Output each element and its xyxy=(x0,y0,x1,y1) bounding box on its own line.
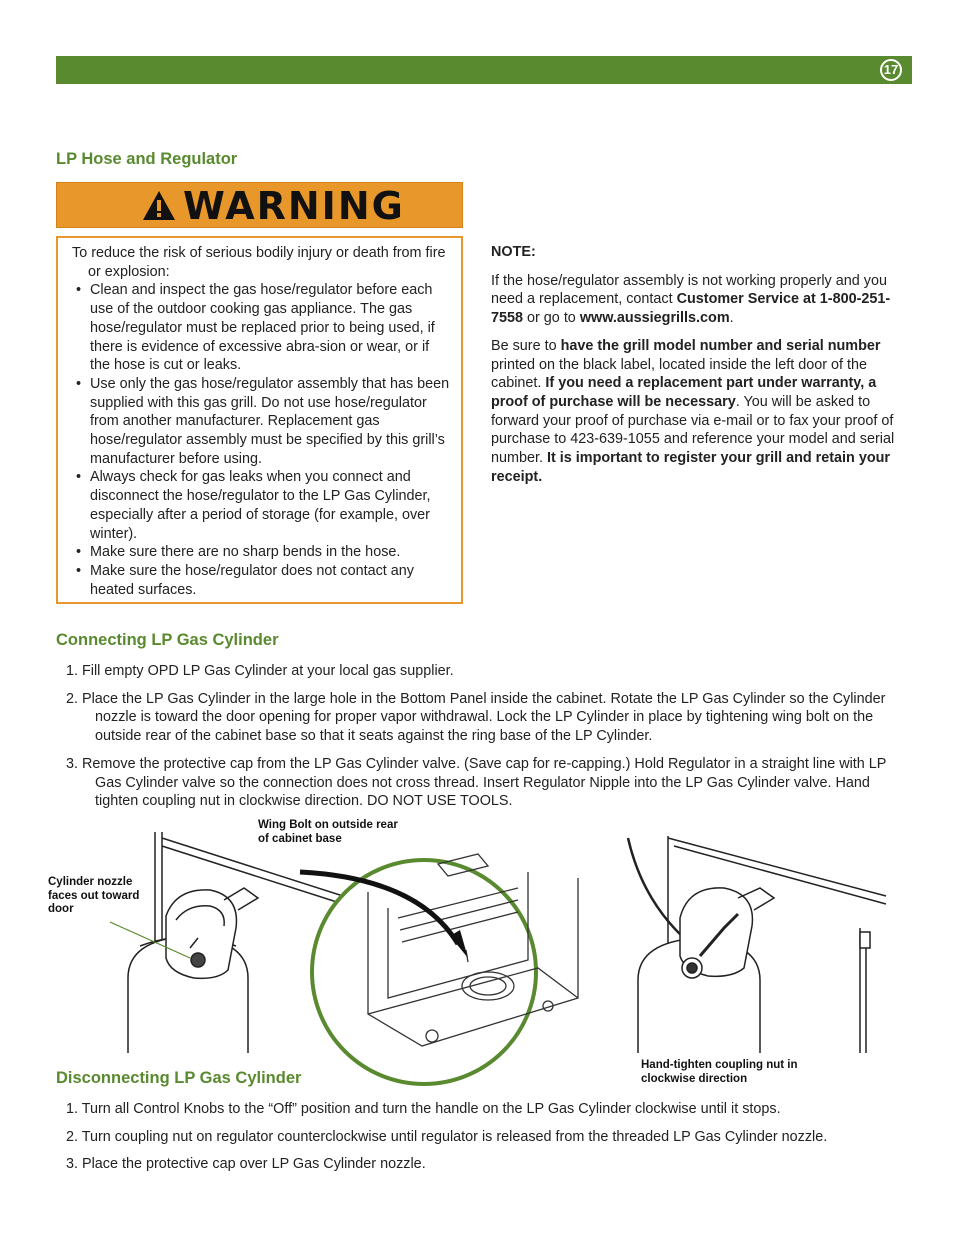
caption-nozzle: Cylinder nozzle faces out toward door xyxy=(48,876,140,915)
warning-bullet: • Make sure the hose/regulator does not contact any heated surfaces. xyxy=(72,562,451,599)
note-title: NOTE: xyxy=(491,244,536,260)
warning-box xyxy=(56,236,463,604)
warning-triangle-icon xyxy=(141,189,177,222)
step-item: 2. Place the LP Gas Cylinder in the large hole in the Bottom Panel inside the cabinet. Rotate the LP Gas Cylinder so the Cylinder nozzle is toward the door opening for proper vapor withdrawal. Lock the LP Cylinder in place by tightening wing bolt on the outside rear of the cabinet base so that it seats against the ring base of the LP Cylinder. xyxy=(66,690,886,745)
step-item: 3. Remove the protective cap from the LP Gas Cylinder valve. (Save cap for re-capping.) Hold Regulator in a straight line with LP Gas Cylinder valve so the connection does not cross thread. Insert Regulator Nipple into the LP Gas Cylinder valve. Hand tighten coupling nut in clockwise direction. DO NOT USE TOOLS. xyxy=(66,755,887,810)
warning-list xyxy=(70,281,451,599)
section-title-disconnecting: Disconnecting LP Gas Cylinder xyxy=(56,1069,302,1087)
warning-bullet: • Clean and inspect the gas hose/regulator before each use of the outdoor cooking gas appliance. The gas hose/regulator must be replaced prior to being used, if there is evidence of excessive abra-sion or wear, or if the hose is cut or leaks. xyxy=(72,281,451,375)
page-number: 17 xyxy=(880,59,902,81)
note-paragraph-2: Be sure to have the grill model number and serial number printed on the black label, located inside the left door of the cabinet. If you need a replacement part under warranty, a proof of purchase will be necessary. You will be asked to forward your proof of purchase via e-mail or to fax your proof of purchase to 423-639-1055 and reference your model and serial number. It is important to register your grill and retain your receipt. xyxy=(491,337,895,485)
connecting-steps xyxy=(66,662,906,820)
section-title-lp-hose: LP Hose and Regulator xyxy=(56,150,238,168)
warning-intro: To reduce the risk of serious bodily injury or death from fire or explosion: xyxy=(72,245,446,280)
caption-hand-tighten: Hand-tighten coupling nut in clockwise direction xyxy=(641,1059,798,1085)
step-item: 2. Turn coupling nut on regulator counterclockwise until regulator is released from the threaded LP Gas Cylinder nozzle. xyxy=(66,1128,828,1145)
note-section xyxy=(491,243,901,495)
header-bar xyxy=(56,56,912,84)
caption-wing-bolt: Wing Bolt on outside rear of cabinet base xyxy=(258,819,398,845)
warning-bullet: • Always check for gas leaks when you connect and disconnect the hose/regulator to the LP Gas Cylinder, especially after a period of storage (for example, over winter). xyxy=(72,468,451,543)
warning-bullet: • Make sure there are no sharp bends in the hose. xyxy=(72,543,451,562)
cylinder-illustrations xyxy=(48,818,908,1090)
website-link[interactable]: www.aussiegrills.com xyxy=(579,310,730,327)
step-item: 3. Place the protective cap over LP Gas Cylinder nozzle. xyxy=(66,1156,426,1173)
disconnecting-steps xyxy=(66,1100,906,1183)
wing-bolt-detail-illustration xyxy=(300,854,578,1084)
step-item: 1. Fill empty OPD LP Gas Cylinder at your local gas supplier. xyxy=(66,663,454,679)
warning-bullet: • Use only the gas hose/regulator assembly that has been supplied with this gas grill. Do not use hose/regulator from another manufacturer. Replacement gas hose/regulator assembly must be specified by this grill’s manufacturer before using. xyxy=(72,375,451,469)
right-cylinder-illustration xyxy=(628,836,886,1053)
note-paragraph-1: If the hose/regulator assembly is not working properly and you need a replacement, contact Customer Service at 1-800-251-7558 or go to www.aussiegrills.com. xyxy=(491,272,891,327)
customer-service-phone: Customer Service at 1-800-251-7558 xyxy=(491,291,891,327)
section-title-connecting: Connecting LP Gas Cylinder xyxy=(56,631,279,649)
warning-banner xyxy=(56,182,463,228)
step-item: 1. Turn all Control Knobs to the “Off” position and turn the handle on the LP Gas Cylinder clockwise until it stops. xyxy=(66,1101,781,1117)
warning-label: WARNING xyxy=(183,184,405,228)
